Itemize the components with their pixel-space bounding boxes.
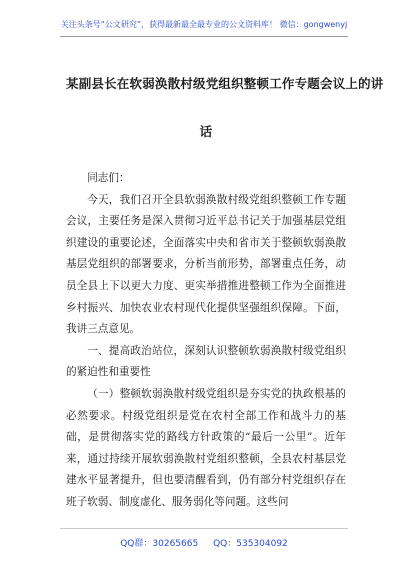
footer-qq: QQ：535304092	[213, 539, 288, 549]
footer-qq-group: QQ群：30265665	[120, 539, 199, 549]
paragraph-subsection-1: （一）整顿软弱涣散村级党组织是夯实党的执政根基的必然要求。村级党组织是党在农村全部工作和战斗力的基础，是贯彻落实党的路线方针政策的“最后一公里”。近年来，通过持续开展软弱涣散村党组织整顿，全县农村基层党建水平显著提升，但也要清醒看到，仍有部分村党组织存在班子软弱、制度虚化、服务弱化等问题。这些问	[66, 387, 346, 508]
salutation: 同志们：	[87, 172, 130, 184]
document-body	[66, 168, 346, 514]
header-note: 关注头条号“公文研究”，获得最新最全最专业的公文资料库！ 微信：gongwenyj	[60, 20, 348, 29]
document-title-line-2: 话	[199, 124, 213, 139]
paragraph-intro: 今天，我们召开全县软弱涣散村级党组织整顿工作专题会议，主要任务是深入贯彻习近平总书记关于加强基层党组织建设的重要论述，全面落实中央和省市关于整顿软弱涣散基层党组织的部署要求，分析当前形势，部署重点任务，动员全县上下以更大力度、更实举措推进整顿工作为全面推进乡村振兴、加快农业农村现代化提供坚强组织保障。下面，我讲三点意见。	[66, 193, 346, 336]
section-heading-1: 一、提高政治站位，深刻认识整顿软弱涣散村级党组织的紧迫性和重要性	[66, 344, 346, 379]
header-divider	[60, 36, 348, 37]
footer-contact	[0, 536, 408, 549]
footer-divider	[60, 528, 348, 529]
document-title-line-1: 某副县长在软弱涣散村级党组织整顿工作专题会议上的讲	[66, 76, 384, 91]
